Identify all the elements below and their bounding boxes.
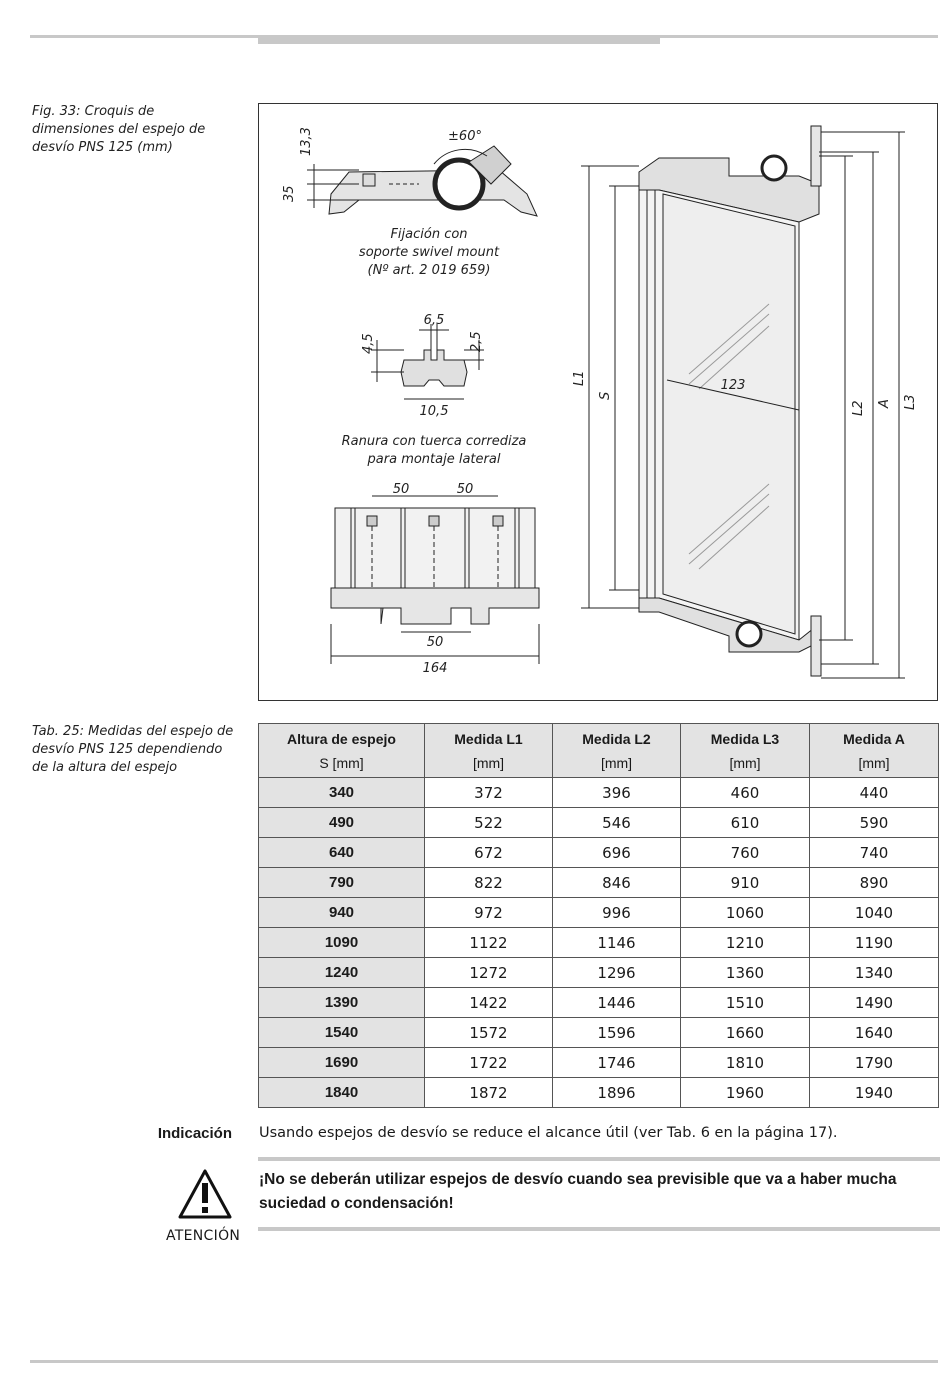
table-cell: 372 [425,778,553,808]
table-cell-height: 640 [259,838,425,868]
table-cell: 760 [681,838,810,868]
table-cell: 672 [425,838,553,868]
header-l2: Medida L2 [mm] [553,724,681,778]
table-cell: 740 [810,838,939,868]
table-cell: 1572 [425,1018,553,1048]
swivel-caption-line2: soporte swivel mount [358,245,500,260]
table-cell: 1422 [425,988,553,1018]
table-cell: 590 [810,808,939,838]
slot-caption-line1: Ranura con tuerca corrediza [341,434,527,449]
table-row [259,868,939,898]
table-cell: 1210 [681,928,810,958]
table-cell: 996 [553,898,681,928]
table-cell: 440 [810,778,939,808]
dim-13-3: 13,3 [299,127,314,156]
table-cell: 910 [681,868,810,898]
table-row [259,1078,939,1108]
header-rule-thick [258,35,660,44]
table-row [259,928,939,958]
dim-50-right: 50 [456,482,474,497]
table-cell: 1446 [553,988,681,1018]
table-cell-height: 1090 [259,928,425,958]
table-cell: 1810 [681,1048,810,1078]
table-cell-height: 1540 [259,1018,425,1048]
table-cell: 1490 [810,988,939,1018]
table-cell: 1960 [681,1078,810,1108]
dim-S: S [598,391,613,400]
table-cell: 1896 [553,1078,681,1108]
table-cell: 822 [425,868,553,898]
table-cell: 396 [553,778,681,808]
table-cell: 1040 [810,898,939,928]
figure-caption: Fig. 33: Croquis de dimensiones del espejo de desvío PNS 125 (mm) [32,104,206,155]
warning-text: ¡No se deberán utilizar espejos de desvío cuando sea previsible que va a haber mucha suciedad o condensación! [259,1171,897,1212]
table-cell: 1660 [681,1018,810,1048]
table-cell: 1510 [681,988,810,1018]
table-cell: 1746 [553,1048,681,1078]
table-cell: 546 [553,808,681,838]
table-cell-height: 790 [259,868,425,898]
dim-4-5: 4,5 [361,333,376,354]
table-row [259,778,939,808]
table-cell-height: 1840 [259,1078,425,1108]
table-row [259,838,939,868]
dim-50-left: 50 [392,482,410,497]
table-cell: 1146 [553,928,681,958]
dim-L2: L2 [851,400,866,416]
slot-profile [401,350,467,386]
swivel-caption-line3: (Nº art. 2 019 659) [367,263,491,278]
table-cell-height: 490 [259,808,425,838]
dim-A: A [877,399,892,408]
table-cell: 846 [553,868,681,898]
footer-rule [30,1360,938,1363]
table-cell: 1296 [553,958,681,988]
dimension-drawing-svg [259,104,937,700]
table-cell-height: 940 [259,898,425,928]
table-cell: 1872 [425,1078,553,1108]
table-cell-height: 1240 [259,958,425,988]
warning-label: ATENCIÓN [166,1228,241,1244]
table-cell-height: 340 [259,778,425,808]
table-cell: 1122 [425,928,553,958]
warning-rule-bottom [258,1227,940,1231]
table-row [259,898,939,928]
swivel-screw [363,174,375,186]
swivel-bracket-base [329,170,537,216]
table-row [259,1048,939,1078]
warning-triangle-icon [177,1168,233,1220]
table-cell: 1360 [681,958,810,988]
angle-label: ±60° [448,129,482,144]
warning-rule-top [258,1157,940,1161]
table-cell: 972 [425,898,553,928]
table-cell: 696 [553,838,681,868]
table-cell: 1596 [553,1018,681,1048]
table-cell: 460 [681,778,810,808]
table-cell: 1272 [425,958,553,988]
dim-6-5: 6,5 [423,313,445,328]
header-l3: Medida L3 [mm] [681,724,810,778]
dim-123: 123 [720,378,746,393]
dim-35: 35 [282,185,297,202]
header-a: Medida A [mm] [810,724,939,778]
dim-L1: L1 [572,370,587,386]
slot-caption-line2: para montaje lateral [367,452,501,467]
dimension-drawing [258,103,938,701]
table-cell: 1640 [810,1018,939,1048]
dim-164: 164 [422,661,448,676]
dim-10-5: 10,5 [419,404,449,419]
table-row [259,988,939,1018]
table-row [259,808,939,838]
table-row [259,958,939,988]
table-cell: 1790 [810,1048,939,1078]
table-cell: 1190 [810,928,939,958]
mirror-glass [663,194,795,634]
table-cell: 1722 [425,1048,553,1078]
table-cell: 522 [425,808,553,838]
note-text: Usando espejos de desvío se reduce el alcance útil (ver Tab. 6 en la página 17). [259,1125,838,1141]
dimension-table [258,723,939,1108]
dim-50-bottom: 50 [426,635,444,650]
table-caption: Tab. 25: Medidas del espejo de desvío PNS 125 dependiendo de la altura del espejo [32,724,234,775]
table-cell: 1340 [810,958,939,988]
side-mount-base [331,588,539,624]
dim-L3: L3 [903,394,918,410]
table-cell-height: 1390 [259,988,425,1018]
table-cell: 1060 [681,898,810,928]
table-cell: 610 [681,808,810,838]
swivel-caption-line1: Fijación con [390,227,468,242]
note-label: Indicación [157,1125,232,1142]
dim-2-5: 2,5 [469,331,484,352]
table-cell: 890 [810,868,939,898]
header-mirror-height: Altura de espejo S [mm] [259,724,425,778]
table-row [259,1018,939,1048]
table-cell: 1940 [810,1078,939,1108]
table-header-row [259,724,939,778]
header-l1: Medida L1 [mm] [425,724,553,778]
table-cell-height: 1690 [259,1048,425,1078]
